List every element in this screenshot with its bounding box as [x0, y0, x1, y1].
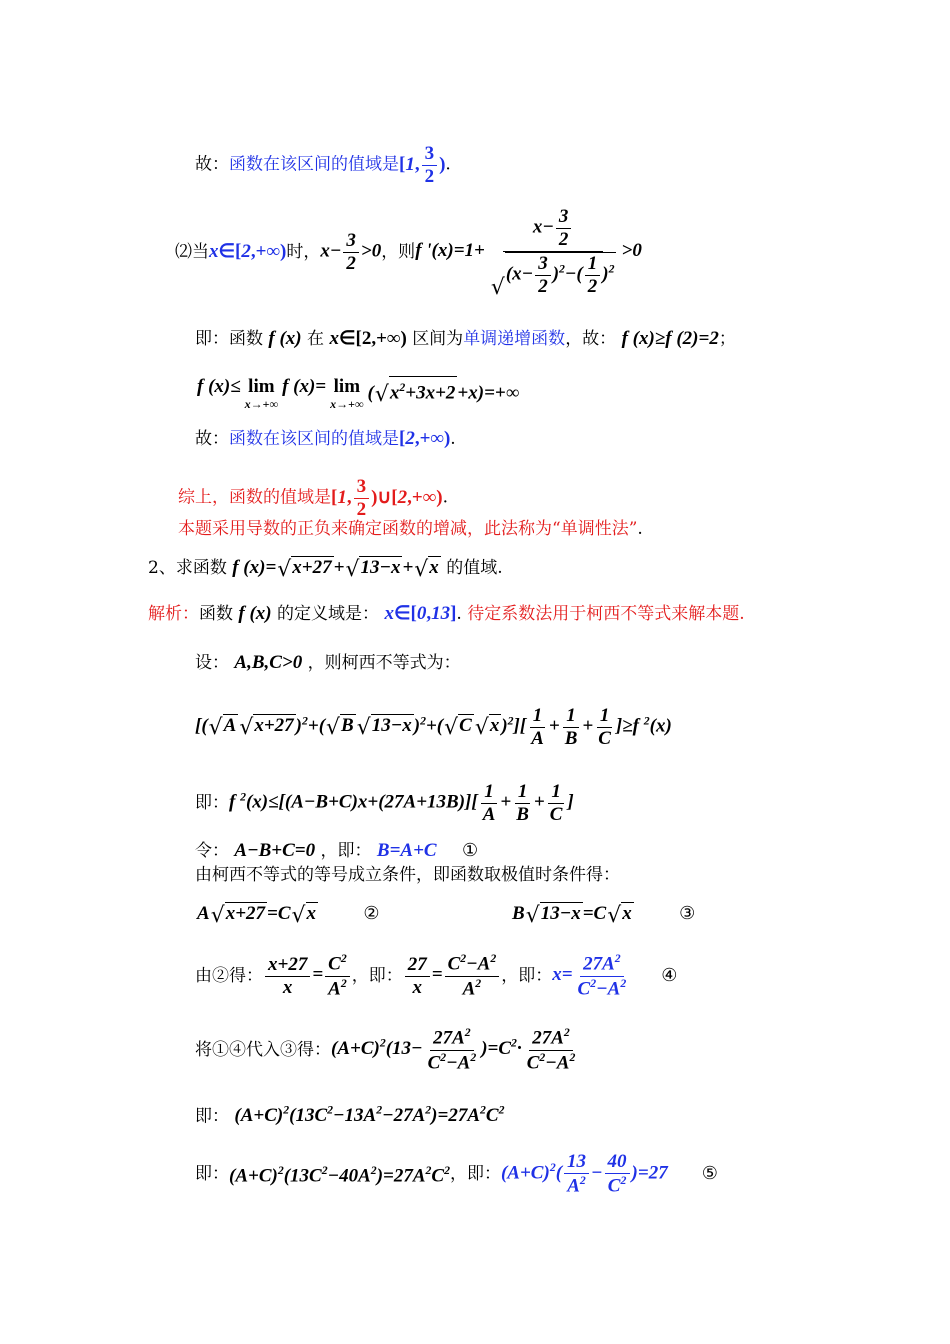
line-let: 令： A−B+C=0 ，即： B=A+C ① [195, 840, 479, 861]
derivative-formula: f '(x)=1+ x− $\frac{3}{2}$ √ (x− $\frac{3}{2}$ )$^2$−( $\frac{1}{2}$ )$^2$ >0 [415, 206, 642, 297]
line-from-2: 由②得： $\frac{x+27}{x}$ = $\frac{C^2}{A^2}$ ，即： $\frac{27}{x}$ = $\frac{C^2-A^2}{A^2}$ ，即： x= $\frac{27A^2}{C^2-A^2}$ ④ [195, 952, 678, 999]
line-expand: 即： $(A+C)^2(13C^2-13A^2-27A^2)=27A^2C^2$ [195, 1104, 505, 1127]
line-substitute: 将①④代入③得： $(A+C)^2(13-$ $\frac{27A^2}{C^2-A^2}$ )$=C^2\cdot$ $\frac{27A^2}{C^2-A^2}$ [195, 1026, 576, 1073]
domain-formula: x∈[0,13] [384, 603, 457, 624]
line-monotonic: 即：函数 f (x) 在 x∈[2,+∞) 区间为单调递增函数，故： f (x)≥f (2)=2； [195, 328, 736, 349]
line-equality-condition: 由柯西不等式的等号成立条件，即函数取极值时条件得： [195, 865, 620, 885]
line-analysis: 解析：函数 f (x) 的定义域是： x∈[0,13]. 待定系数法用于柯西不等式来解本题. [148, 603, 745, 624]
eq-4: x= $\frac{27A^2}{C^2-A^2}$ [552, 952, 627, 999]
marker-1: ① [461, 840, 479, 861]
range-text-1: 函数在该区间的值域是 [229, 154, 399, 175]
range-formula-2: [2,+∞) [399, 428, 451, 449]
interval-condition: x∈[2,+∞) [209, 241, 287, 262]
line-case-2: ⑵当 x∈[2,+∞) 时， x− $\frac{3}{2}$ >0 ，则 f '(x)=1+ x− $\frac{3}{2}$ √ (x− $\frac{3}{2}$ )$^2$−( $\frac{1}{2}$ )$^2$ >0 [175, 202, 642, 302]
eq-5: $(A+C)^2$( $\frac{13}{A^2}$ − $\frac{40}{C^2}$ )=27 [500, 1150, 668, 1197]
range-formula-1: [1, $\frac{3}{2}$ ) [399, 143, 446, 187]
line-range-2: 故：函数在该区间的值域是[2,+∞). [195, 428, 456, 449]
marker-4: ④ [661, 965, 678, 986]
cauchy-inequality: [(√ A√ x+27 )$^2$+(√ B√ 13−x )$^2$+(√ C√ x )$^2$][ $\frac{1}{A}$ + $\frac{1}{B}$ + $\frac{1}{C}$ ]≥f $^2$(x) [195, 702, 672, 752]
range-text-2: 函数在该区间的值域是 [229, 429, 399, 449]
line-f-squared: 即： f $^2$(x)≤[(A−B+C)x+(27A+13B)][ $\frac{1}{A}$ + $\frac{1}{B}$ + $\frac{1}{C}$ ] [195, 780, 574, 825]
line-summary: 综上，函数的值域是[1, $\frac{3}{2}$ )∪[2,+∞). [178, 476, 448, 520]
line-conditions-b [512, 902, 695, 925]
problem-2: 2、求函数 f (x)=√ x+27 +√ 13−x +√ x 的值域. [148, 556, 503, 579]
marker-5: ⑤ [701, 1163, 718, 1184]
marker-3: ③ [679, 903, 696, 924]
monotonic-label: 单调递增函数 [463, 329, 566, 349]
line-limit: f (x)≤ lim x→+∞ f (x)= lim x→+∞ (√ $x^2+3x+2 +x)=+\infty$ [197, 376, 519, 410]
eq-3: B√ 13−x =C√ x [512, 903, 634, 924]
line-assume: 设： A,B,C>0 ，则柯西不等式为： [195, 652, 461, 673]
line-method-note: 本题采用导数的正负来确定函数的增减，此法称为“单调性法”. [178, 519, 643, 539]
method-label: 待定系数法用于柯西不等式来解本题. [467, 604, 745, 624]
marker-2: ② [363, 903, 380, 924]
line-range-1: 故：函数在该区间的值域是[1, $\frac{3}{2}$ ). [195, 143, 451, 187]
limit-formula: f (x)≤ [197, 376, 241, 397]
summary-formula: [1, $\frac{3}{2}$ )∪[2,+∞) [331, 476, 443, 520]
eq-2: A√ x+27 =C√ x [197, 903, 318, 924]
inequality-expr: x− $\frac{3}{2}$ >0 [320, 229, 382, 274]
line-conditions [197, 902, 380, 925]
eq-1: B=A+C [376, 840, 437, 861]
analysis-label: 解析： [148, 604, 199, 624]
line-final: 即： $(A+C)^2(13C^2-40A^2)=27A^2C^2$ ，即： $(A+C)^2$( $\frac{13}{A^2}$ − $\frac{40}{C^2}$ )=27 ⑤ [195, 1150, 718, 1197]
problem-function: f (x)=√ x+27 +√ 13−x +√ x [232, 557, 441, 578]
